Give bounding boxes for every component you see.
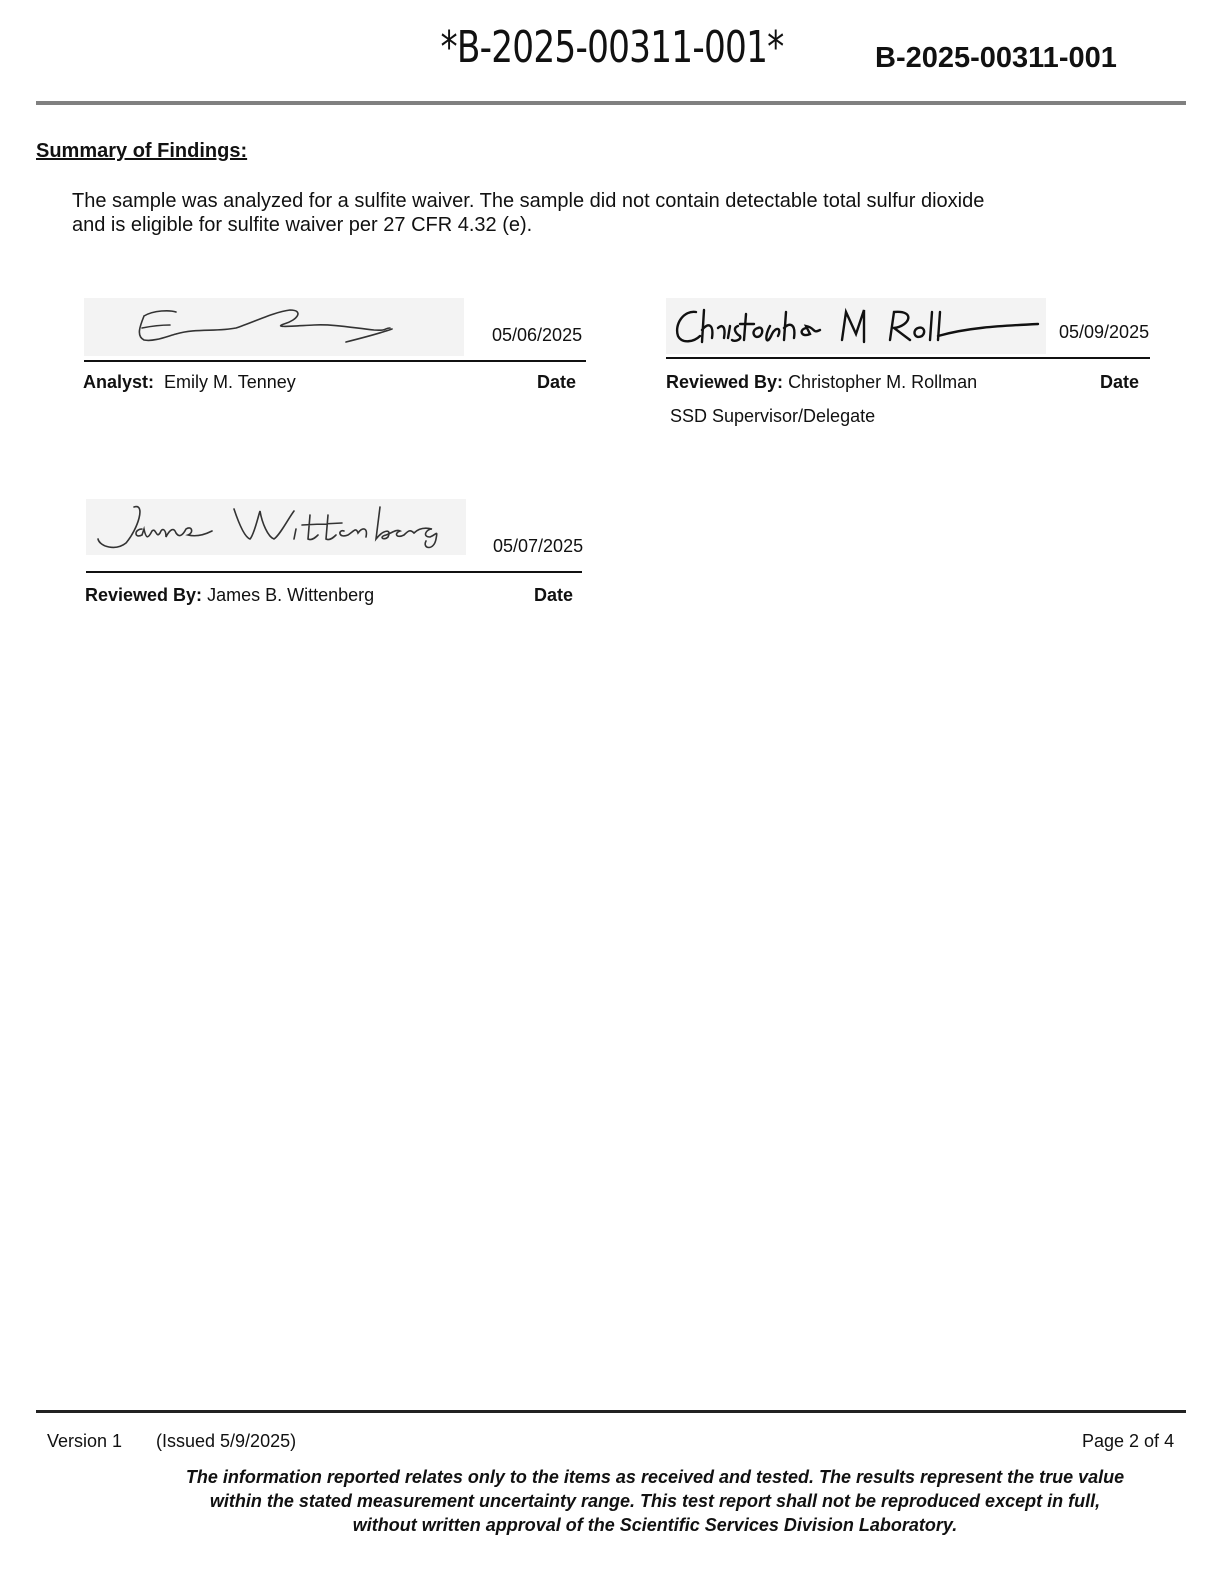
footer-divider (36, 1410, 1186, 1413)
analyst-date-label: Date (537, 372, 577, 392)
reviewer-1-signature-image (666, 298, 1046, 354)
summary-line-1: The sample was analyzed for a sulfite waiver. The sample did not contain detectable total sulfur dioxide (72, 190, 985, 212)
reviewer-1-signature-line (666, 357, 1150, 359)
issued-date: (Issued 5/9/2025) (156, 1431, 297, 1451)
reviewer-1-title: SSD Supervisor/Delegate (670, 406, 876, 426)
document-id: B-2025-00311-001 (875, 42, 1117, 74)
reviewer-2-signature-drawing (86, 499, 466, 555)
reviewer-1-date-label: Date (1100, 372, 1140, 392)
analyst-date-value: 05/06/2025 (492, 325, 583, 345)
disclaimer (150, 1465, 1160, 1537)
analyst-name: Emily M. Tenney (164, 372, 296, 392)
analyst-signature-drawing (84, 298, 464, 356)
summary-heading: Summary of Findings: (36, 140, 248, 162)
analyst-signature-image (84, 298, 464, 356)
reviewer-2-label: Reviewed By: (85, 585, 203, 605)
summary-line-2: and is eligible for sulfite waiver per 27 CFR 4.32 (e). (72, 214, 533, 236)
disclaimer-line-1: The information reported relates only to the items as received and tested. The results represent the true value (185, 1467, 1125, 1487)
reviewer-1-name: Christopher M. Rollman (788, 372, 978, 392)
disclaimer-line-2: within the stated measurement uncertainty range. This test report shall not be reproduced except in full, (209, 1491, 1101, 1511)
disclaimer-line-3: without written approval of the Scientific Services Division Laboratory. (352, 1515, 958, 1535)
analyst-label-row (83, 372, 296, 393)
reviewer-2-date-value: 05/07/2025 (493, 536, 584, 556)
barcode-label: *B-2025-00311-001* (440, 22, 784, 73)
reviewer-1-label: Reviewed By: (666, 372, 784, 392)
reviewer-2-date-label: Date (534, 585, 574, 605)
summary-text (72, 189, 1012, 237)
analyst-signature-line (84, 360, 586, 362)
reviewer-2-label-row (85, 585, 374, 606)
page-number: Page 2 of 4 (1082, 1431, 1175, 1451)
version-label: Version 1 (47, 1431, 123, 1451)
reviewer-2-name: James B. Wittenberg (207, 585, 375, 605)
header-divider (36, 101, 1186, 105)
analyst-label: Analyst: (83, 372, 155, 392)
reviewer-1-label-row (666, 372, 977, 393)
reviewer-2-signature-image (86, 499, 466, 555)
reviewer-1-date-value: 05/09/2025 (1059, 322, 1150, 342)
reviewer-2-signature-line (86, 571, 582, 573)
reviewer-1-signature-drawing (666, 298, 1046, 354)
